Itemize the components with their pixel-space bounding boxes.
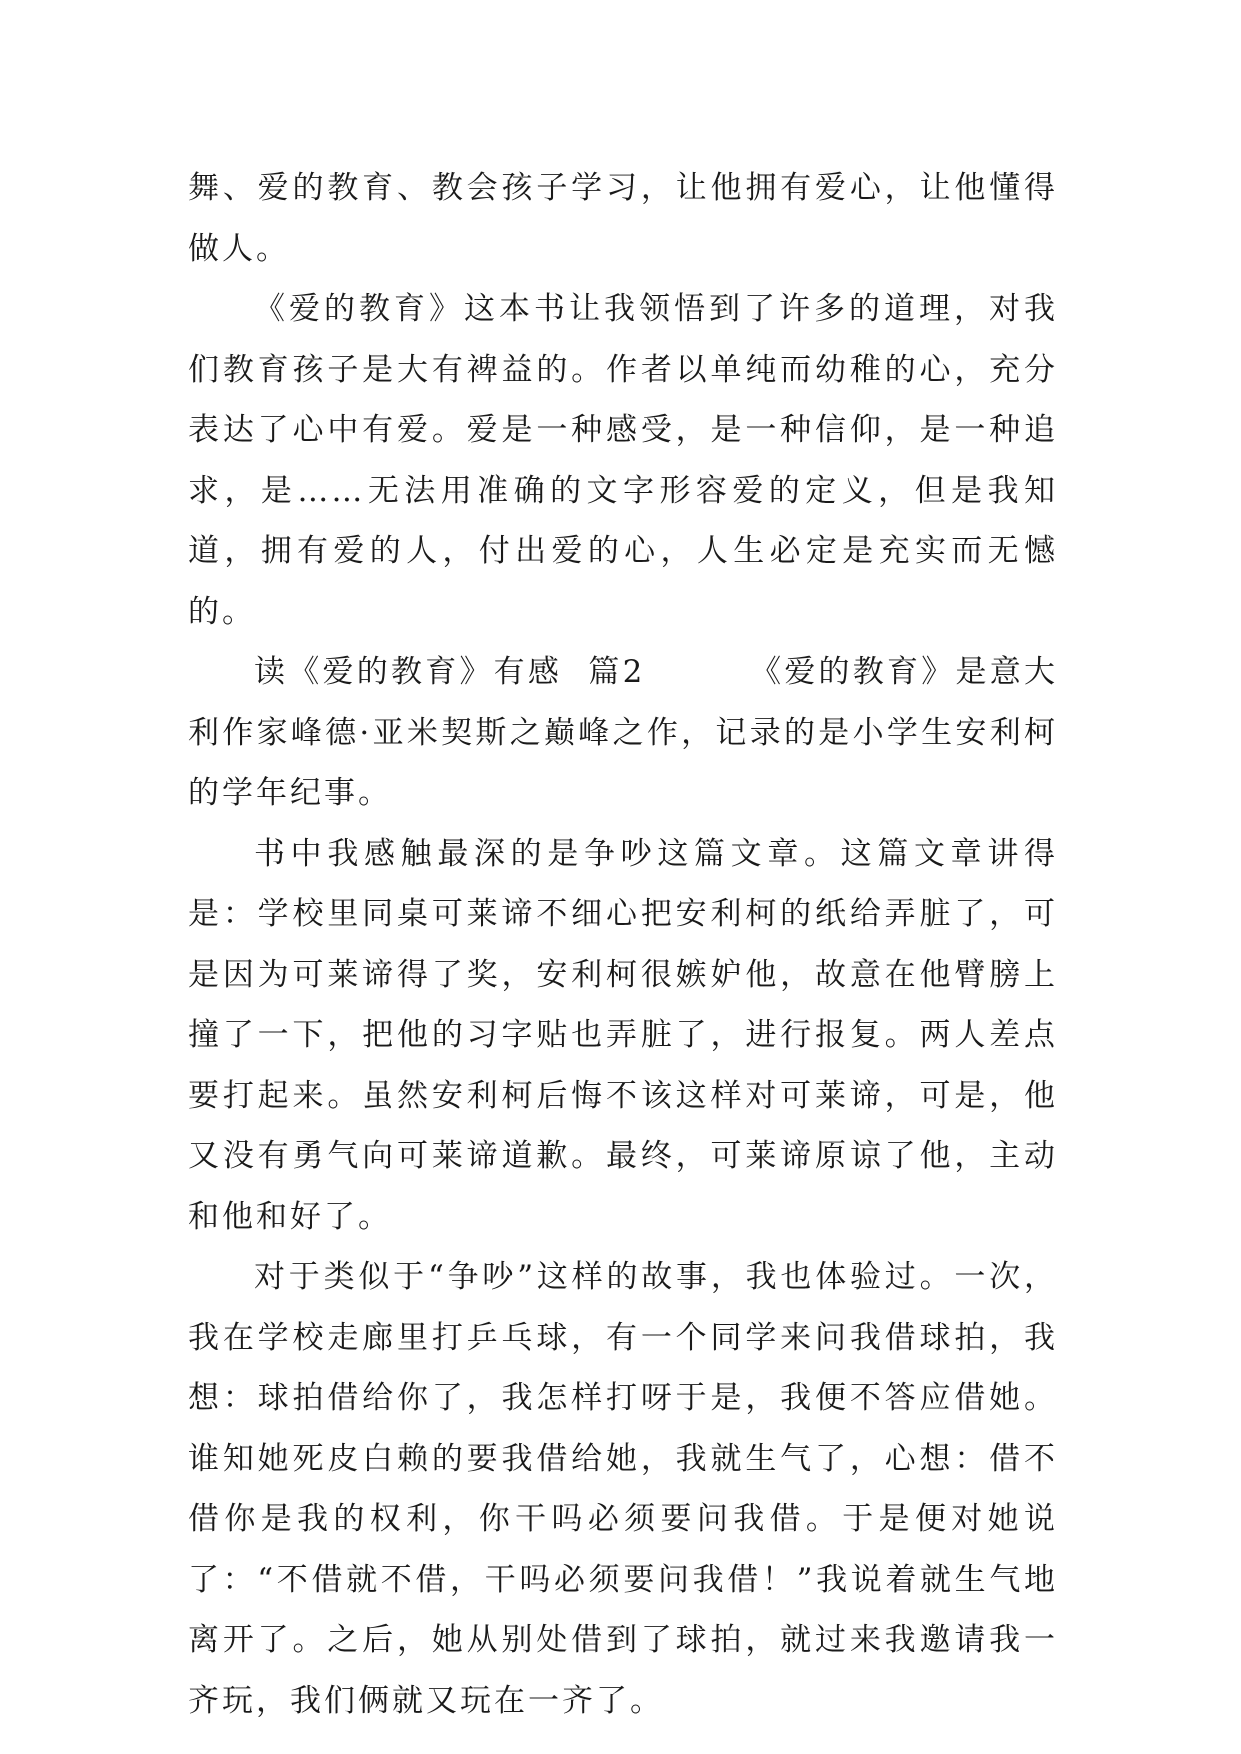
- paragraph-5: 对于类似于“争吵”这样的故事，我也体验过。一次，我在学校走廊里打乒乓球，有一个同学来问我借球拍，我想：球拍借给你了，我怎样打呀于是，我便不答应借她。谁知她死皮白赖的要我借给她，我就生气了，心想：借不借你是我的权利，你干吗必须要问我借。于是便对她说了：“不借就不借，干吗必须要问我借！”我说着就生气地离开了。之后，她从别处借到了球拍，就过来我邀请我一齐玩，我们俩就又玩在一齐了。: [188, 1259, 1058, 1719]
- document-body: [188, 158, 1058, 1731]
- paragraph-3: 读《爱的教育》有感 篇2 《爱的教育》是意大利作家峰德·亚米契斯之巅峰之作，记录的是小学生安利柯的学年纪事。: [188, 654, 1058, 811]
- paragraph-4: 书中我感触最深的是争吵这篇文章。这篇文章讲得是：学校里同桌可莱谛不细心把安利柯的纸给弄脏了，可是因为可莱谛得了奖，安利柯很嫉妒他，故意在他臂膀上撞了一下，把他的习字贴也弄脏了，进行报复。两人差点要打起来。虽然安利柯后悔不该这样对可莱谛，可是，他又没有勇气向可莱谛道歉。最终，可莱谛原谅了他，主动和他和好了。: [188, 835, 1058, 1235]
- paragraph-2: 《爱的教育》这本书让我领悟到了许多的道理，对我们教育孩子是大有裨益的。作者以单纯而幼稚的心，充分表达了心中有爱。爱是一种感受，是一种信仰，是一种追求，是……无法用准确的文字形容爱的定义，但是我知道，拥有爱的人，付出爱的心，人生必定是充实而无憾的。: [188, 291, 1058, 630]
- paragraph-1: 舞、爱的教育、教会孩子学习，让他拥有爱心，让他懂得做人。: [188, 170, 1058, 267]
